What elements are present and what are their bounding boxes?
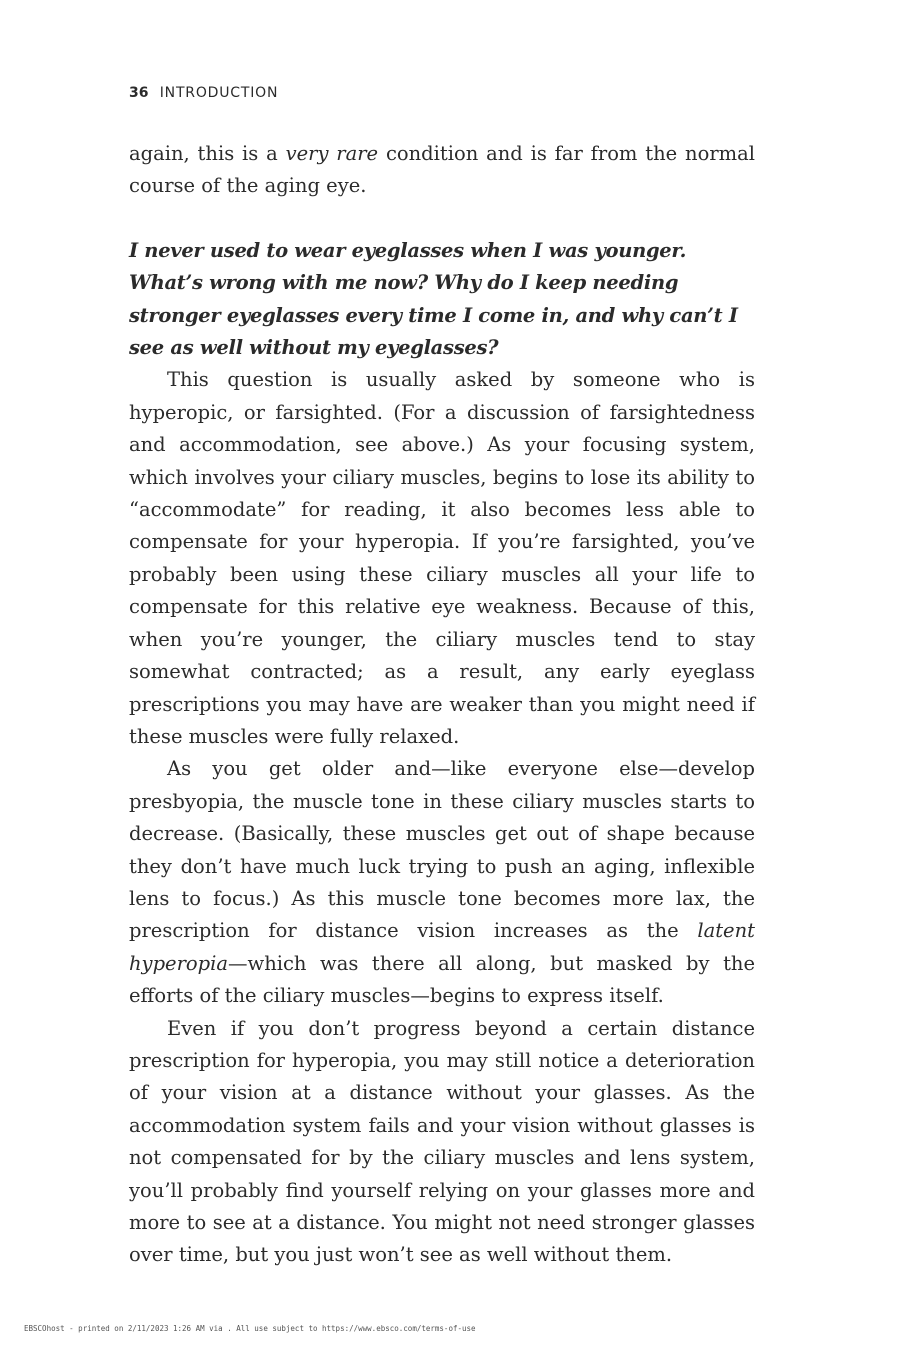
emphasis-text: latent hyperopia xyxy=(129,919,755,975)
page-number: 36 xyxy=(129,85,149,101)
question-heading: I never used to wear eyeglasses when I was younger. What’s wrong with me now? Why do I keep needing stronger eyeglasses every time I come in, and why can’t I see as well without my eyeglasses? xyxy=(129,238,738,360)
paragraph-text: As you get older and—like everyone else—develop presbyopia, the muscle tone in these ciliary muscles starts to decrease. (Basically, these muscles get out of shape because they don’t have much luck trying to push an aging, inflexible lens to focus.) As this muscle tone becomes more lax, the prescription for distance vision increases as the xyxy=(129,757,755,943)
paragraph-answer-2 xyxy=(129,753,755,1012)
print-footer: EBSCOhost - printed on 2/11/2023 1:26 AM via . All use subject to https://www.ebsco.com/terms-of-use xyxy=(24,1324,476,1333)
running-header xyxy=(129,85,278,101)
paragraph-continuation xyxy=(129,138,755,203)
paragraph-text: —which was there all along, but masked by the efforts of the ciliary muscles—begins to express itself. xyxy=(129,951,755,1008)
paragraph-text: again, this is a xyxy=(129,142,286,165)
body-text xyxy=(129,138,755,1272)
section-title: INTRODUCTION xyxy=(159,85,279,101)
emphasis-text: very rare xyxy=(285,142,379,165)
paragraph-answer-3: Even if you don’t progress beyond a certain distance prescription for hyperopia, you may still notice a deterioration of your vision at a distance without your glasses. As the accommodation system fails and your vision without glasses is not compensated for by the ciliary muscles and lens system, you’ll probably find yourself relying on your glasses more and more to see at a distance. You might not need stronger glasses over time, but you just won’t see as well without them. xyxy=(129,1016,755,1267)
paragraph-text: condition and is far from the normal course of the aging eye. xyxy=(129,142,755,198)
paragraph-answer-1: This question is usually asked by someone who is hyperopic, or farsighted. (For a discussion of farsightedness and accommodation, see above.) As your focusing system, which involves your ciliary muscles, begins to lose its ability to “accommodate” for reading, it also becomes less able to compensate for your hyperopia. If you’re farsighted, you’ve probably been using these ciliary muscles all your life to compensate for this relative eye weakness. Because of this, when you’re younger, the ciliary muscles tend to stay somewhat contracted; as a result, any early eyeglass prescriptions you may have are weaker than you might need if these muscles were fully relaxed. xyxy=(129,368,755,748)
